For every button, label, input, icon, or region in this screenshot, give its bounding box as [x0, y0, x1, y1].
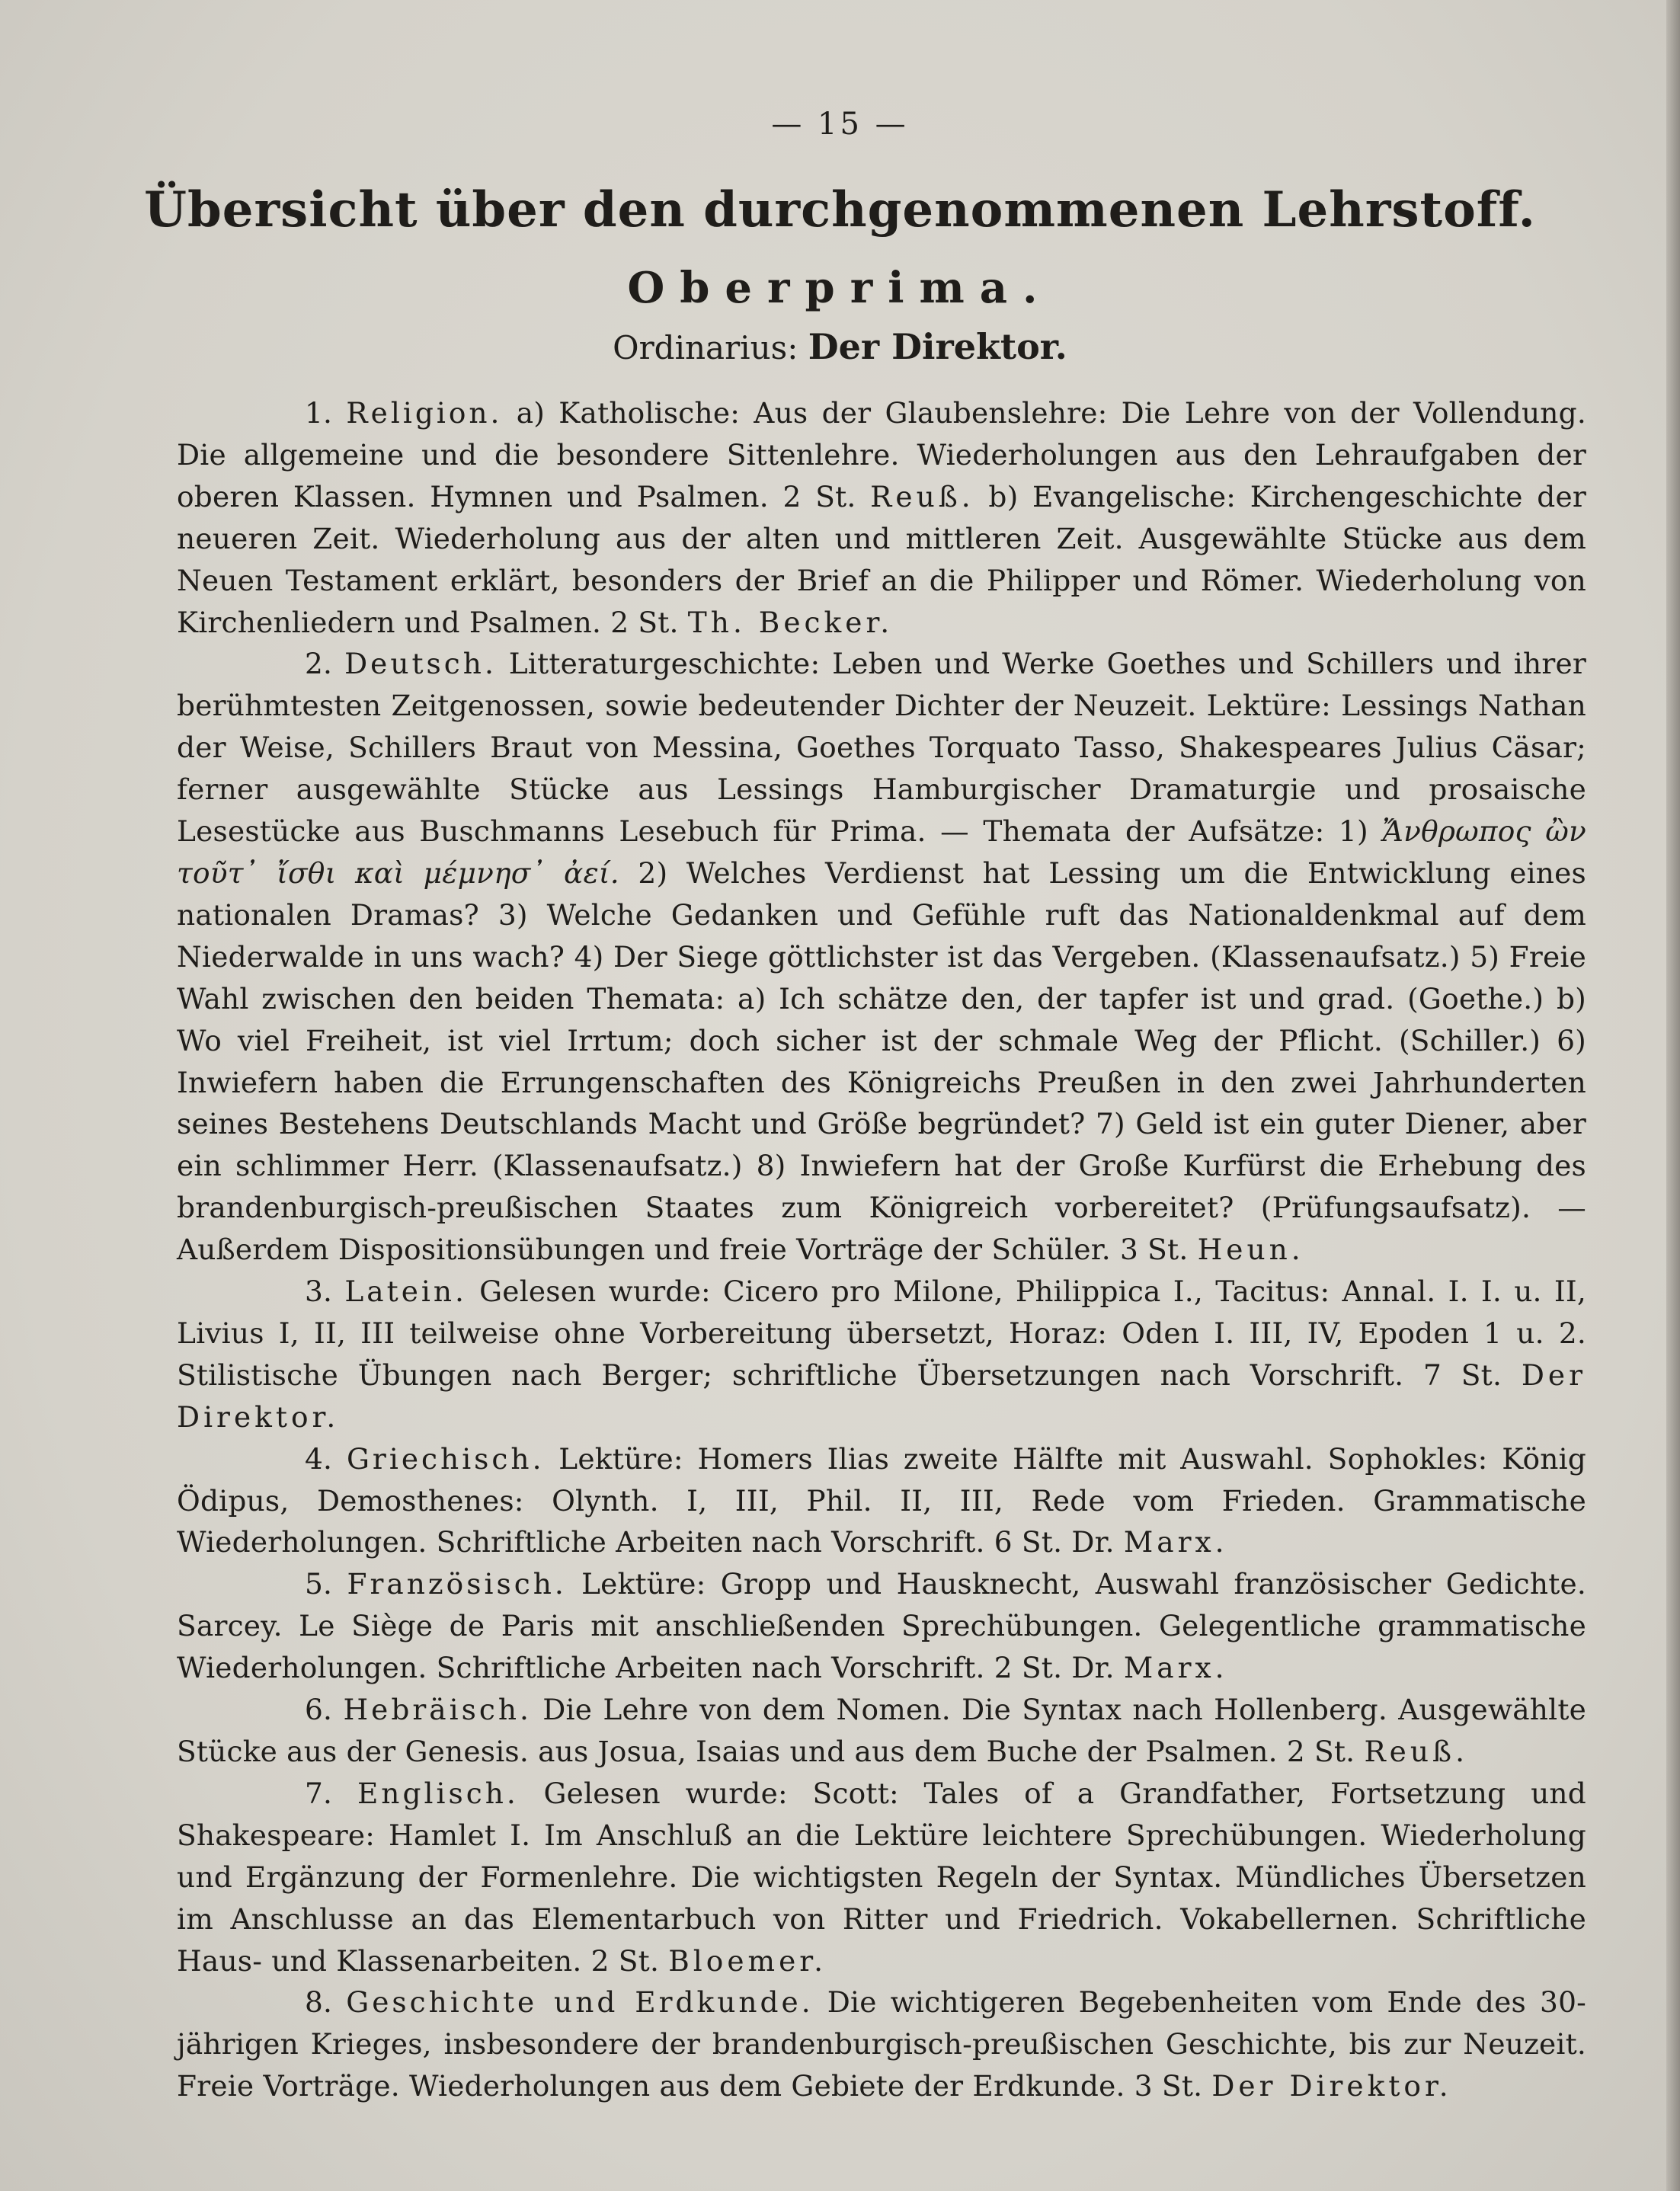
section-number: 6. — [305, 1693, 333, 1727]
teacher-name: Der Direktor. — [1211, 2069, 1452, 2103]
section-number: 2. — [305, 647, 333, 681]
teacher-name: Reuß. — [870, 479, 974, 513]
section-number: 3. — [305, 1275, 333, 1309]
section-religion — [177, 392, 1586, 643]
section-englisch — [177, 1773, 1586, 1982]
section-text: Lektüre: Gropp und Hausknecht, Auswahl französischer Gedichte. Sarcey. Le Siège de Paris mit anschließenden Sprechübungen. Gelegentliche grammatische Wiederholungen. Schriftliche Arbeiten nach Vorschrift. 2 St. Dr. — [177, 1567, 1587, 1685]
section-number: 1. — [305, 396, 333, 430]
section-text: Die Lehre von dem Nomen. Die Syntax nach Hollenberg. Ausgewählte Stücke aus der Genesis. aus Josua, Isaias und aus dem Buche der Psalmen. 2 St. — [177, 1693, 1586, 1768]
section-text: 2) Welches Verdienst hat Lessing um die Entwicklung eines nationalen Dramas? 3) Welche Gedanken und Gefühle ruft das Nationaldenkmal auf dem Niederwalde in uns wach? 4) Der Siege göttlichster ist das Vergeben. (Klassenaufsatz.) 5) Freie Wahl zwischen den beiden Themata: a) Ich schätze den, der tapfer ist und grad. (Goethe.) b) Wo viel Freiheit, ist viel Irrtum; doch sicher ist der schmale Weg der Pflicht. (Schiller.) 6) Inwiefern haben die Errungenschaften des Königreichs Preußen in den zwei Jahrhunderten seines Bestehens Deutschlands Macht und Größe begründet? 7) Geld ist ein guter Diener, aber ein schlimmer Herr. (Klassenaufsatz.) 8) Inwiefern hat der Große Kurfürst die Erhebung des brandenburgisch-preußischen Staates zum Königreich vorbereitet? (Prüfungsaufsatz). — Außerdem Dispositionsübungen und freie Vorträge der Schüler. 3 St. — [177, 856, 1586, 1267]
teacher-name: Marx. — [1123, 1525, 1228, 1559]
page-number: — 15 — — [771, 107, 909, 142]
subject-name: Latein. — [344, 1275, 467, 1309]
section-latein — [177, 1271, 1586, 1438]
ordinarius-label: Ordinarius: — [613, 329, 798, 366]
section-number: 7. — [305, 1776, 333, 1810]
curriculum-body — [177, 392, 1586, 2107]
subject-name: Hebräisch. — [343, 1693, 532, 1727]
subject-name: Englisch. — [357, 1776, 519, 1810]
section-number: 4. — [305, 1441, 333, 1476]
section-text: Gelesen wurde: Scott: Tales of a Grandfather, Fortsetzung und Shakespeare: Hamlet I. Im Anschluß an die Lektüre leichtere Sprechübungen. Wiederholung und Ergänzung der Formenlehre. Die wichtigsten Regeln der Syntax. Mündliches Übersetzen im Anschlusse an das Elementarbuch von Ritter und Friedrich. Vokabellernen. Schriftliche Haus- und Klassenarbeiten. 2 St. — [177, 1776, 1586, 1978]
subject-name: Religion. — [346, 396, 503, 430]
section-text: Gelesen wurde: Cicero pro Milone, Philippica I., Tacitus: Annal. I. I. u. II, Livius I, II, III teilweise ohne Vorbereitung übersetzt, Horaz: Oden I. III, IV, Epoden 1 u. 2. Stilistische Übungen nach Berger; schriftliche Übersetzungen nach Vorschrift. 7 St. — [177, 1275, 1587, 1392]
teacher-name: Bloemer. — [668, 1943, 827, 1978]
teacher-name: Marx. — [1123, 1651, 1228, 1685]
section-deutsch — [177, 643, 1586, 1271]
ordinarius-name: Der Direktor. — [808, 326, 1067, 367]
section-franzoesisch — [177, 1563, 1586, 1689]
class-heading: Oberprima. — [627, 263, 1053, 313]
subject-name: Geschichte und Erdkunde. — [346, 1985, 814, 2020]
subject-name: Französisch. — [347, 1567, 567, 1601]
ordinarius-line — [0, 326, 1680, 367]
section-text: Lektüre: Homers Ilias zweite Hälfte mit Auswahl. Sophokles: König Ödipus, Demosthenes: Olynth. I, III, Phil. II, III, Rede vom Frieden. Grammatische Wiederholungen. Schriftliche Arbeiten nach Vorschrift. 6 St. Dr. — [177, 1441, 1586, 1559]
section-text: b) Evangelische: Kirchengeschichte der neueren Zeit. Wiederholung aus der alten und mittleren Zeit. Ausgewählte Stücke aus dem Neuen Testament erklärt, besonders der Brief an die Philipper und Römer. Wiederholung von Kirchenliedern und Psalmen. 2 St. — [177, 479, 1586, 639]
section-griechisch — [177, 1438, 1586, 1564]
teacher-name: Der Direktor. — [177, 1358, 1586, 1434]
section-geschichte — [177, 1981, 1586, 2107]
teacher-name: Reuß. — [1364, 1735, 1468, 1768]
greek-quote: Ἄνθρωπος ὢν τοῦτ᾽ ἴσθι καὶ μέμνησ᾽ ἀεί. — [177, 814, 1586, 890]
teacher-name: Heun. — [1197, 1233, 1304, 1267]
section-text: a) Katholische: Aus der Glaubenslehre: Die Lehre von der Vollendung. Die allgemeine und die besondere Sittenlehre. Wiederholungen aus den Lehraufgaben der oberen Klassen. Hymnen und Psalmen. 2 St. — [177, 396, 1586, 513]
section-hebraeisch — [177, 1689, 1586, 1773]
section-text: Litteraturgeschichte: Leben und Werke Goethes und Schillers und ihrer berühmtesten Zeitgenossen, sowie bedeutender Dichter der Neuzeit. Lektüre: Lessings Nathan der Weise, Schillers Braut von Messina, Goethes Torquato Tasso, Shakespeares Julius Cäsar; ferner ausgewählte Stücke aus Lessings Hamburgischer Dramaturgie und prosaische Lesestücke aus Buschmanns Lesebuch für Prima. — Themata der Aufsätze: 1) — [177, 647, 1586, 849]
teacher-name: Th. Becker. — [687, 605, 894, 639]
section-number: 5. — [305, 1567, 333, 1601]
subject-name: Griechisch. — [346, 1441, 545, 1476]
section-number: 8. — [305, 1985, 333, 2020]
subject-name: Deutsch. — [344, 647, 497, 681]
section-text: Die wichtigeren Begebenheiten vom Ende des 30-jährigen Krieges, insbesondere der brandenburgisch-preußischen Geschichte, bis zur Neuzeit. Freie Vorträge. Wiederholungen aus dem Gebiete der Erdkunde. 3 St. — [177, 1985, 1587, 2103]
page-title: Übersicht über den durchgenommenen Lehrstoff. — [144, 181, 1536, 238]
